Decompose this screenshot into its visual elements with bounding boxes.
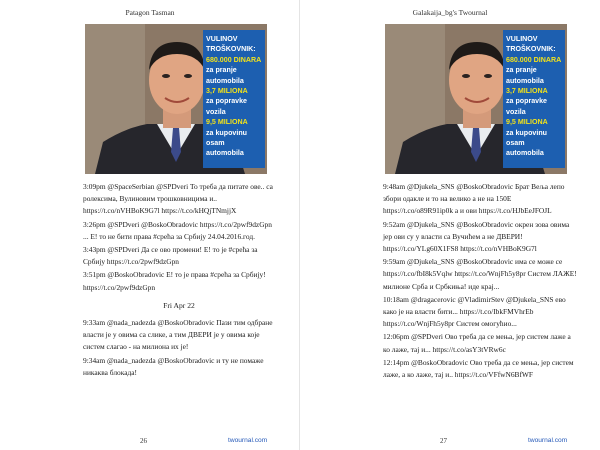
tweet-entry: 12:06pm @SPDveri Ово треба да се мења, јер систем лаже а ко лаже, тај и... https://t.co/asY3tVRw6c xyxy=(383,332,571,354)
tweet-entry: 3:26pm @SPDveri @BoskoObradovic https://t.co/2pwf9dzGpn ... Е! то не бити права #срећа за Србију 24.04.2016.год. xyxy=(83,219,272,241)
tweet-list xyxy=(383,181,579,382)
headline-text xyxy=(206,34,264,159)
headline-line: 680.000 DINARA xyxy=(506,55,562,64)
headline-line: osam automobila xyxy=(506,139,544,158)
tweet-entry: 3:09pm @SpaceSerbian @SPDveri То треба да питате ове.. са ролексима, Вулиновим трошковницима и.. https://t.co/nVHBoK9G7l https://t.co/kHQjTNmjjX xyxy=(83,182,273,216)
headline-text xyxy=(506,34,564,159)
news-photo xyxy=(385,24,567,174)
headline-line: automobila xyxy=(506,76,544,85)
tweet-entry: 9:52am @Djukela_SNS @BoskoObradovic окрен зова овима јер ови су у власти са Вучићем а не ДВЕРИ! https://t.co/YLg60X1FS8 https://t.co/nVHBoK9G7l xyxy=(383,219,570,254)
page-number: 26 xyxy=(140,437,147,445)
headline-line: za kupovinu xyxy=(206,128,247,137)
tweet-entry: 12:14pm @BoskoObradovic Ово треба да се мења, јер систем лаже, а ко лаже, тај и.. https://t.co/VFfwN6BfWF xyxy=(383,357,574,380)
running-header: Patagon Tasman xyxy=(125,8,175,17)
footer-link[interactable]: twournal.com xyxy=(228,437,268,444)
tweet-entry: 3:51pm @BoskoObradovic Е! то је права #срећа за Србију! https://t.co/2pwf9dzGpn xyxy=(83,270,266,292)
headline-line: za pranje xyxy=(506,66,537,75)
day-heading: Fri Apr 22 xyxy=(163,300,195,310)
footer-link[interactable]: twournal.com xyxy=(528,437,568,444)
headline-line: za pranje xyxy=(206,66,237,75)
headline-line: 3,7 MILIONA xyxy=(506,87,548,96)
headline-line: 9,5 MILIONA xyxy=(506,118,548,127)
tweet-entry: 10:18am @dragacerovic @VladimirStev @Djukela_SNS ево како је на власти бити... https://t.co/IbkFMVhrEb https://t.co/WnjFh5y8pr Систем омогућио... xyxy=(383,294,566,329)
headline-line: VULINOV xyxy=(206,35,238,43)
tweet-entry: 9:34am @nada_nadezda @BoskoObradovic и ту не помаже никаква блокада! xyxy=(83,355,264,377)
headline-line: TROŠKOVNIK: xyxy=(506,45,556,54)
headline-line: VULINOV xyxy=(506,35,538,43)
page-number: 27 xyxy=(440,437,447,445)
tweet-entry: 9:59am @Djukela_SNS @BoskoObradovic има се може се https://t.co/fbI8k5Vqlw https://t.co/WnjFh5y8pr Систем ЛАЖЕ! милионе Срба и Србкиња! иде крај... xyxy=(383,257,577,291)
tweet-list xyxy=(83,181,275,380)
tweet-entry: 3:43pm @SPDveri Да се ово промени! Е! то је #срећа за Србију https://t.co/2pwf9dzGpn xyxy=(83,245,258,267)
headline-line: za popravke xyxy=(206,97,248,106)
headline-line: 3,7 MILIONA xyxy=(206,87,248,96)
headline-line: automobila xyxy=(206,76,244,85)
headline-line: TROŠKOVNIK: xyxy=(206,45,256,54)
headline-line: 9,5 MILIONA xyxy=(206,118,248,127)
tweet-entry: 9:33am @nada_nadezda @BoskoObradovic Пази тим одбране власти је у овима са слике, а тим ДВЕРИ је у овима које систем слагао - на милиона их је! xyxy=(83,318,273,352)
headline-line: za popravke xyxy=(506,97,548,106)
news-photo xyxy=(85,24,267,174)
headline-line: 680.000 DINARA xyxy=(206,55,262,64)
headline-line: za kupovinu xyxy=(506,128,547,137)
headline-line: osam automobila xyxy=(206,139,244,158)
headline-line: vozila xyxy=(506,107,526,116)
tweet-entry: 9:48am @Djukela_SNS @BoskoObradovic Брат Веља лепо збори одакле и то на велико а не на 150Е https://t.co/o89R91ip0k а и ови https://t.co/HJbEeJFOJL xyxy=(383,182,565,216)
headline-line: vozila xyxy=(206,107,226,116)
running-header: Galakaija_bg's Twournal xyxy=(412,8,488,17)
right-page xyxy=(300,0,600,450)
